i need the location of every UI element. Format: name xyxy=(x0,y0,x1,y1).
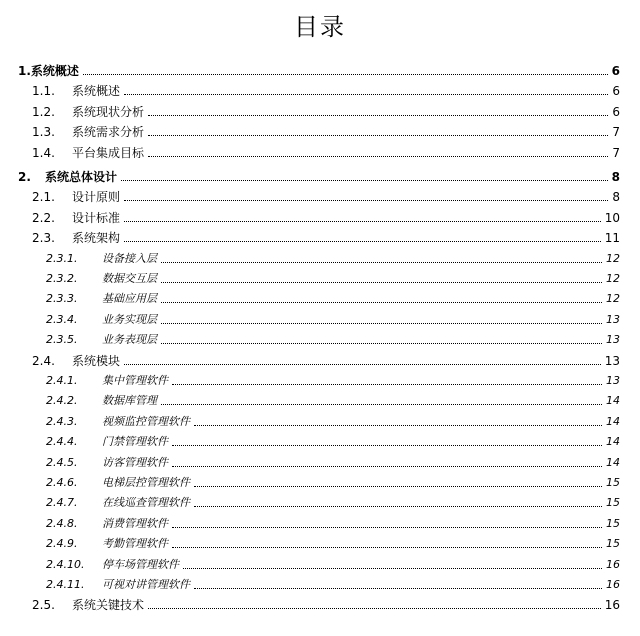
dot-leader xyxy=(161,282,602,283)
toc-entry-title: 考勤管理软件 xyxy=(102,537,168,551)
toc-entry[interactable] xyxy=(0,184,620,204)
toc-entry[interactable] xyxy=(0,225,620,245)
toc-entry-title: 访客管理软件 xyxy=(102,455,168,469)
toc-entry[interactable] xyxy=(0,266,620,286)
toc-entry-number: 2.3.1. xyxy=(46,251,78,265)
toc-entry-number: 2.5. xyxy=(32,598,55,613)
toc-entry[interactable] xyxy=(0,119,620,139)
toc-entry[interactable] xyxy=(0,511,620,531)
toc-entry-title: 消费管理软件 xyxy=(102,516,168,530)
toc-entry-number: 2.4.4. xyxy=(46,435,78,449)
toc-entry-number: 2.4.3. xyxy=(46,414,78,428)
toc-entry-page: 15 xyxy=(606,496,620,510)
toc-entry-number: 2.4.8. xyxy=(46,516,78,530)
toc-entry-page: 15 xyxy=(606,516,620,530)
toc-entry-page: 16 xyxy=(606,578,620,591)
toc-entry-page: 6 xyxy=(611,64,620,78)
dot-leader xyxy=(172,445,602,446)
dot-leader xyxy=(194,425,602,426)
dot-leader xyxy=(161,262,602,263)
toc-entry-number: 2.3.2. xyxy=(46,272,78,285)
toc-entry-page: 6 xyxy=(612,84,620,99)
toc-entry-number: 2.3.3. xyxy=(46,292,78,306)
dot-leader xyxy=(194,486,602,487)
toc-entry[interactable] xyxy=(0,327,620,347)
toc-entry-page: 14 xyxy=(606,455,620,469)
toc-entry-number: 1.1. xyxy=(32,84,55,99)
toc-entry-page: 13 xyxy=(606,312,620,326)
toc-entry-title: 业务表现层 xyxy=(102,333,157,347)
toc-entry-number: 2.3.5. xyxy=(46,333,78,347)
toc-entry[interactable] xyxy=(0,490,620,510)
toc-entry-number: 2. xyxy=(18,170,31,184)
dot-leader xyxy=(172,466,602,467)
toc-entry-page: 14 xyxy=(606,435,620,449)
toc-entry-number: 2.4.1. xyxy=(46,374,78,387)
toc-entry-number: 2.4.6. xyxy=(46,476,78,489)
dot-leader xyxy=(83,74,608,75)
toc-entry-title: 门禁管理软件 xyxy=(102,435,168,449)
dot-leader xyxy=(183,568,602,569)
toc-entry-title: 系统总体设计 xyxy=(45,170,118,184)
toc-entry-title: 基础应用层 xyxy=(102,292,157,306)
toc-entry-page: 16 xyxy=(604,598,620,613)
toc-entry-page: 6 xyxy=(612,104,620,119)
dot-leader xyxy=(148,156,608,157)
toc-entry-number: 2.4.10. xyxy=(46,557,85,571)
dot-leader xyxy=(161,404,602,405)
dot-leader xyxy=(172,547,602,548)
toc-entry-title: 设备接入层 xyxy=(102,251,157,265)
toc-entry[interactable] xyxy=(0,409,620,429)
toc-entry-number: 2.3.4. xyxy=(46,312,78,326)
toc-entry-page: 7 xyxy=(612,125,620,140)
toc-entry[interactable] xyxy=(0,388,620,408)
toc-entry[interactable] xyxy=(0,572,620,592)
toc-entry-title: 系统模块 xyxy=(72,353,121,368)
toc-entry-title: 业务实现层 xyxy=(102,312,157,326)
toc-entry-number: 2.4.5. xyxy=(46,455,78,469)
dot-leader xyxy=(124,241,601,242)
dot-leader xyxy=(124,200,608,201)
dot-leader xyxy=(124,221,601,222)
toc-entry-number: 2.4. xyxy=(32,353,55,368)
toc-entry-page: 16 xyxy=(606,557,620,571)
dot-leader xyxy=(124,94,608,95)
toc-entry[interactable] xyxy=(0,307,620,327)
toc-entry-number: 1.2. xyxy=(32,104,55,119)
toc-entry[interactable] xyxy=(0,99,620,119)
toc-entry-title: 系统架构 xyxy=(72,231,121,246)
toc-entry-page: 8 xyxy=(612,190,620,205)
toc-entry-title: 电梯层控管理软件 xyxy=(102,476,190,489)
toc-entry-title: 停车场管理软件 xyxy=(102,557,179,571)
dot-leader xyxy=(161,323,602,324)
toc-entry-number: 2.2. xyxy=(32,210,55,225)
toc-entry-page: 13 xyxy=(604,353,620,368)
toc-entry-title: 系统关键技术 xyxy=(72,598,145,613)
toc-entry-number: 2.4.9. xyxy=(46,537,78,551)
toc-entry[interactable] xyxy=(0,552,620,572)
dot-leader xyxy=(124,364,601,365)
toc-entry-page: 11 xyxy=(604,231,620,246)
dot-leader xyxy=(172,527,602,528)
toc-entry-page: 7 xyxy=(612,145,620,160)
toc-entry-page: 12 xyxy=(606,251,620,265)
toc-entry-page: 15 xyxy=(606,476,620,489)
toc-entry-title: 集中管理软件 xyxy=(102,374,168,387)
toc-entry[interactable] xyxy=(0,348,620,368)
toc-entry-title: 可视对讲管理软件 xyxy=(102,578,190,591)
toc-entry-page: 13 xyxy=(606,374,620,387)
toc-entry-title: 视频监控管理软件 xyxy=(102,414,190,428)
toc-entry-page: 12 xyxy=(606,272,620,285)
toc-entry-title: 数据交互层 xyxy=(102,272,157,285)
page-title: 目录 xyxy=(294,13,346,41)
toc-entry[interactable] xyxy=(0,592,620,612)
toc-entry-page: 15 xyxy=(606,537,620,551)
toc-entry-title: 平台集成目标 xyxy=(72,145,145,160)
toc-entry[interactable] xyxy=(0,531,620,551)
toc-entry[interactable] xyxy=(0,450,620,470)
toc-entry-number: 1.4. xyxy=(32,145,55,160)
dot-leader xyxy=(121,180,608,181)
toc-entry-title: 系统概述 xyxy=(30,64,79,78)
dot-leader xyxy=(148,608,601,609)
dot-leader xyxy=(161,343,602,344)
toc-entry[interactable] xyxy=(0,140,620,160)
toc-entry-number: 2.4.7. xyxy=(46,496,78,510)
toc-entry[interactable] xyxy=(0,58,620,78)
toc-entry-number: 2.1. xyxy=(32,190,55,205)
dot-leader xyxy=(161,302,602,303)
toc-entry[interactable] xyxy=(0,286,620,306)
toc-entry-title: 设计标准 xyxy=(72,210,121,225)
toc-entry-number: 1.3. xyxy=(32,125,55,140)
toc-entry-title: 数据库管理 xyxy=(102,394,157,408)
toc-entry[interactable] xyxy=(0,164,620,184)
dot-leader xyxy=(194,506,602,507)
toc-entry-page: 13 xyxy=(606,333,620,347)
toc-entry-number: 2.4.2. xyxy=(46,394,78,408)
toc-entry-page: 14 xyxy=(606,414,620,428)
toc-entry-number: 2.4.11. xyxy=(46,578,85,591)
toc-entry-page: 14 xyxy=(606,394,620,408)
toc-entry-title: 在线巡查管理软件 xyxy=(102,496,190,510)
toc-entry-page: 10 xyxy=(604,210,620,225)
toc-entry-title: 系统需求分析 xyxy=(72,125,145,140)
toc-entry-title: 系统概述 xyxy=(72,84,121,99)
toc-entry-title: 系统现状分析 xyxy=(72,104,145,119)
toc-entry[interactable] xyxy=(0,429,620,449)
toc-entry[interactable] xyxy=(0,246,620,266)
toc-entry-page: 12 xyxy=(606,292,620,306)
dot-leader xyxy=(172,384,602,385)
toc-entry-title: 设计原则 xyxy=(72,190,121,205)
toc-entry-number: 1. xyxy=(18,64,31,78)
toc-entry[interactable] xyxy=(0,368,620,388)
dot-leader xyxy=(148,135,608,136)
toc-entry-page: 8 xyxy=(611,170,620,184)
toc-entry[interactable] xyxy=(0,470,620,490)
toc-entry[interactable] xyxy=(0,205,620,225)
dot-leader xyxy=(148,115,608,116)
toc-entry-number: 2.3. xyxy=(32,231,55,246)
toc-entry[interactable] xyxy=(0,78,620,98)
dot-leader xyxy=(194,588,602,589)
